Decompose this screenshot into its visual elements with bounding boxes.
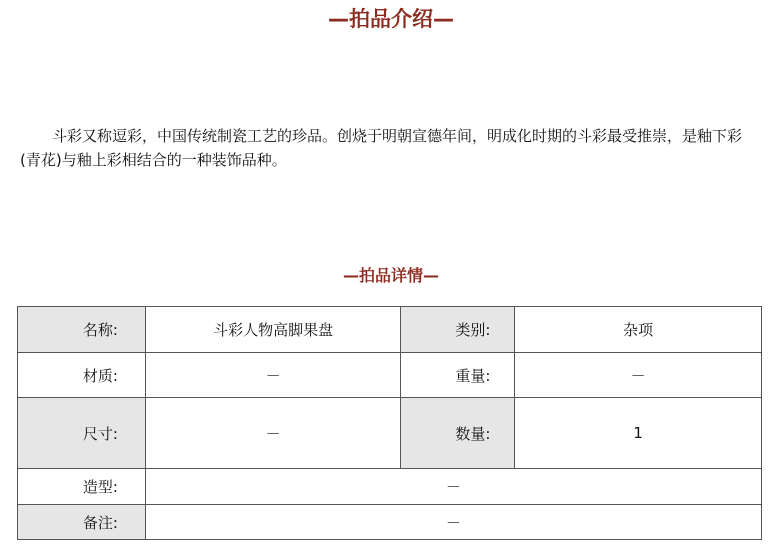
details-title: —拍品详情— bbox=[342, 266, 439, 285]
name-label: 名称: bbox=[18, 307, 146, 353]
details-table bbox=[17, 306, 762, 540]
material-label: 材质: bbox=[18, 353, 146, 398]
shape-value: － bbox=[145, 469, 761, 505]
table-row bbox=[18, 505, 762, 540]
category-value: 杂项 bbox=[515, 307, 762, 353]
intro-paragraph: 斗彩又称逗彩，中国传统制瓷工艺的珍品。创烧于明朝宣德年间，明成化时期的斗彩最受推崇，是釉下彩(青花)与釉上彩相结合的一种装饰品种。 bbox=[20, 127, 743, 169]
category-label: 类别: bbox=[401, 307, 515, 353]
quantity-value: 1 bbox=[515, 398, 762, 469]
table-row bbox=[18, 469, 762, 505]
quantity-label: 数量: bbox=[401, 398, 515, 469]
remark-label: 备注: bbox=[18, 505, 146, 540]
size-label: 尺寸: bbox=[18, 398, 146, 469]
size-value: － bbox=[145, 398, 401, 469]
weight-value: － bbox=[515, 353, 762, 398]
table-row bbox=[18, 398, 762, 469]
name-value: 斗彩人物高脚果盘 bbox=[145, 307, 401, 353]
table-row bbox=[18, 353, 762, 398]
material-value: － bbox=[145, 353, 401, 398]
weight-label: 重量: bbox=[401, 353, 515, 398]
table-row bbox=[18, 307, 762, 353]
remark-value: － bbox=[145, 505, 761, 540]
shape-label: 造型: bbox=[18, 469, 146, 505]
intro-title: —拍品介绍— bbox=[328, 7, 454, 31]
